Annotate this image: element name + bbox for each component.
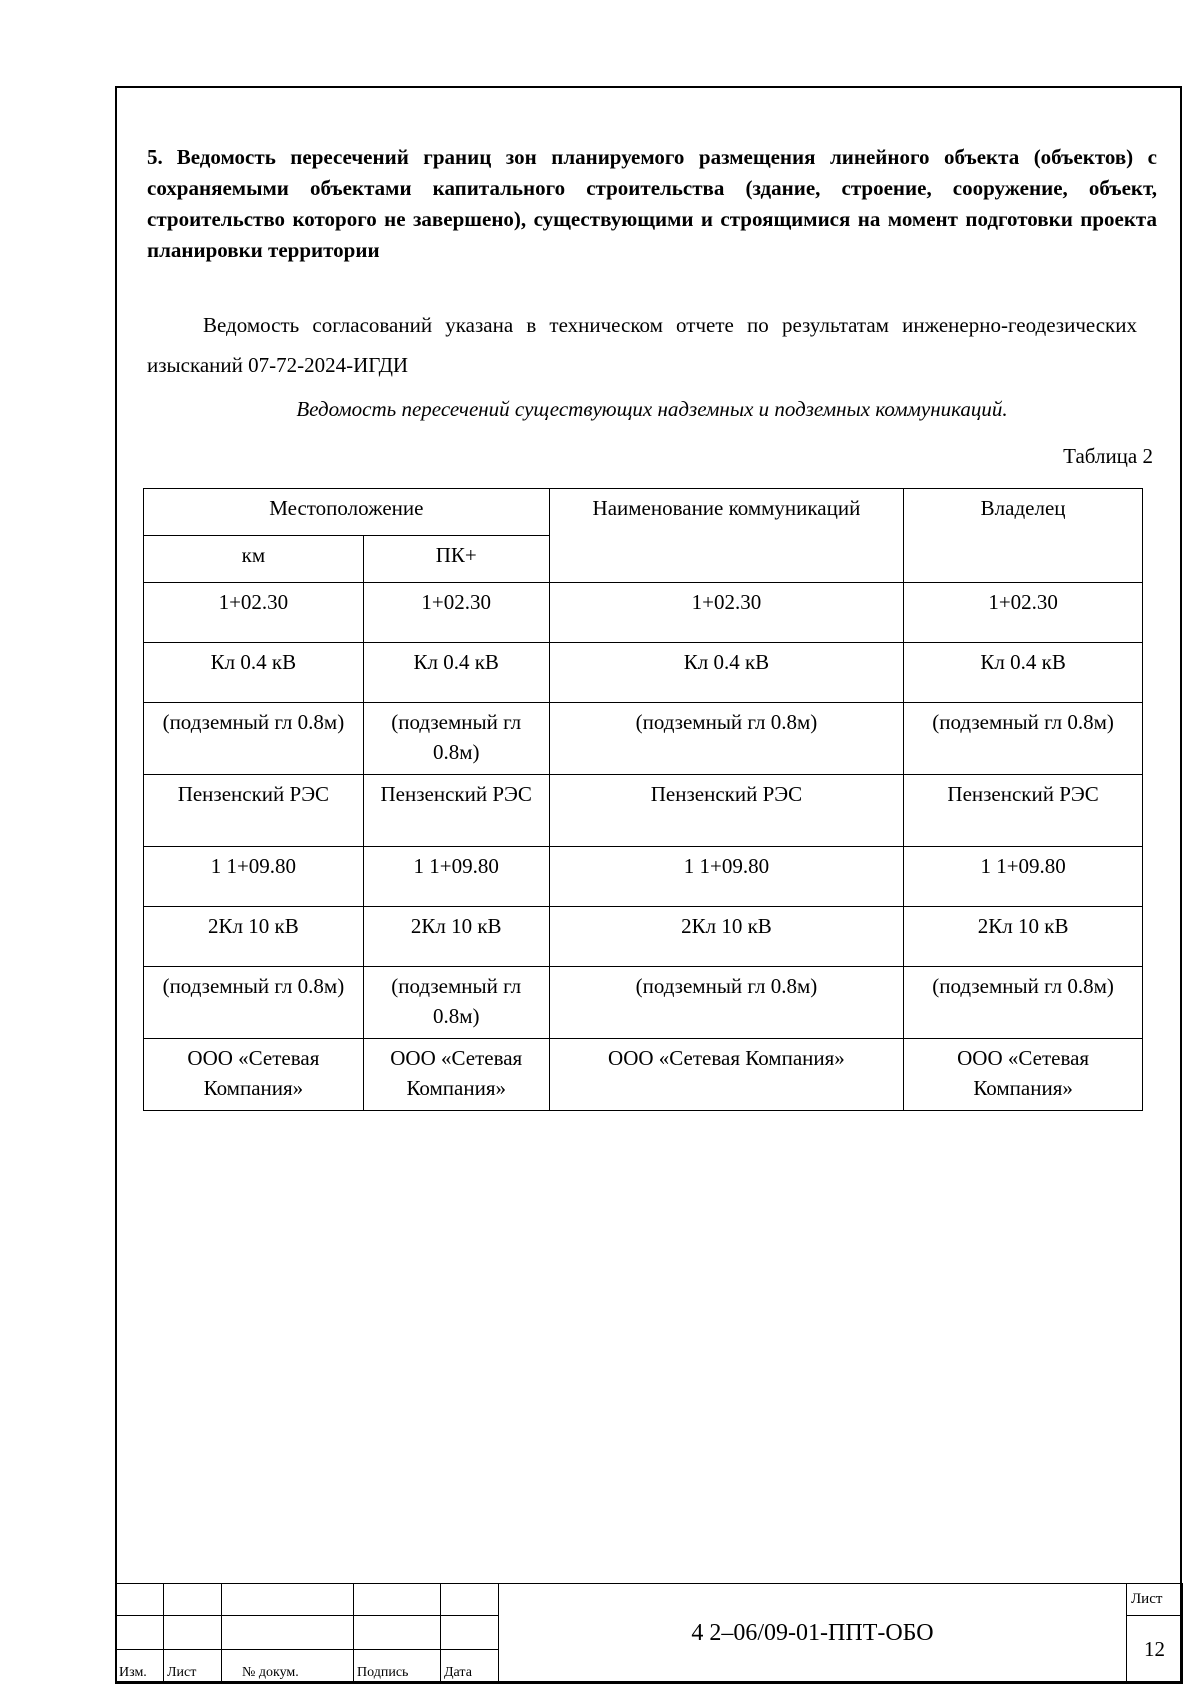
header-pk: ПК+ xyxy=(363,536,549,583)
table-cell: (подземный гл 0.8м) xyxy=(144,703,364,775)
table-cell: ООО «Сетевая Компания» xyxy=(904,1039,1143,1111)
table-cell: 2Кл 10 кВ xyxy=(904,907,1143,967)
sheet-label: Лист xyxy=(1127,1584,1183,1616)
table-row xyxy=(144,907,1143,967)
section-heading xyxy=(147,142,1157,266)
table-cell: 2Кл 10 кВ xyxy=(549,907,904,967)
table-cell: Кл 0.4 кВ xyxy=(144,643,364,703)
section-number: 5. xyxy=(147,145,163,169)
stamp-cell xyxy=(116,1584,164,1616)
table-cell: 2Кл 10 кВ xyxy=(363,907,549,967)
table-cell: (подземный гл 0.8м) xyxy=(549,703,904,775)
stamp-label-signature: Подпись xyxy=(354,1650,441,1684)
paragraph-text: Ведомость согласований указана в техническом отчете по результатам инженерно-геодезических изысканий 07-72-2024-ИГДИ xyxy=(147,313,1137,377)
title-block xyxy=(115,1583,1183,1684)
table-row xyxy=(144,1039,1143,1111)
stamp-cell xyxy=(441,1616,499,1650)
stamp-cell xyxy=(222,1616,354,1650)
table-cell: 1 1+09.80 xyxy=(904,847,1143,907)
table-cell: 2Кл 10 кВ xyxy=(144,907,364,967)
body-paragraph xyxy=(147,305,1137,385)
table-cell: Кл 0.4 кВ xyxy=(904,643,1143,703)
stamp-label-sheet: Лист xyxy=(164,1650,222,1684)
table-cell: (подземный гл 0.8м) xyxy=(363,967,549,1039)
table-cell: (подземный гл 0.8м) xyxy=(144,967,364,1039)
table-cell: ООО «Сетевая Компания» xyxy=(144,1039,364,1111)
sheet-number: 12 xyxy=(1127,1616,1183,1684)
table-cell: Кл 0.4 кВ xyxy=(363,643,549,703)
header-location: Местоположение xyxy=(144,489,550,536)
table-cell: Пензенский РЭС xyxy=(549,775,904,847)
header-km: км xyxy=(144,536,364,583)
stamp-cell xyxy=(354,1584,441,1616)
table-cell: 1+02.30 xyxy=(144,583,364,643)
stamp-cell xyxy=(116,1616,164,1650)
table-cell: 1 1+09.80 xyxy=(549,847,904,907)
header-owner: Владелец xyxy=(904,489,1143,583)
table-header-row xyxy=(144,489,1143,536)
stamp-cell xyxy=(164,1616,222,1650)
stamp-cell xyxy=(164,1584,222,1616)
table-cell: Кл 0.4 кВ xyxy=(549,643,904,703)
stamp-label-doc-number: № докум. xyxy=(222,1650,354,1684)
table-cell: ООО «Сетевая Компания» xyxy=(363,1039,549,1111)
stamp-cell xyxy=(222,1584,354,1616)
table-row xyxy=(144,643,1143,703)
crossings-table xyxy=(143,488,1143,1111)
table-cell: 1+02.30 xyxy=(363,583,549,643)
table-cell: 1 1+09.80 xyxy=(363,847,549,907)
stamp-label-change: Изм. xyxy=(116,1650,164,1684)
section-title: Ведомость пересечений границ зон планируемого размещения линейного объекта (объектов) с сохраняемыми объектами капитального строительства (здание, строение, сооружение, объект, строительство которого не завершено), существующими и строящимися на момент подготовки проекта планировки территории xyxy=(147,145,1157,262)
header-name: Наименование коммуникаций xyxy=(549,489,904,583)
table-row xyxy=(144,703,1143,775)
table-caption: Ведомость пересечений существующих надземных и подземных коммуникаций. xyxy=(296,397,1008,421)
table-cell: (подземный гл 0.8м) xyxy=(549,967,904,1039)
stamp-cell xyxy=(441,1584,499,1616)
table-row xyxy=(144,775,1143,847)
document-code: 4 2–06/09-01-ППТ-ОБО xyxy=(499,1584,1127,1684)
table-row xyxy=(144,847,1143,907)
table-cell: Пензенский РЭС xyxy=(904,775,1143,847)
stamp-cell xyxy=(354,1616,441,1650)
table-row xyxy=(144,583,1143,643)
table-cell: Пензенский РЭС xyxy=(144,775,364,847)
table-cell: 1+02.30 xyxy=(904,583,1143,643)
stamp-label-date: Дата xyxy=(441,1650,499,1684)
table-cell: (подземный гл 0.8м) xyxy=(904,967,1143,1039)
table-cell: (подземный гл 0.8м) xyxy=(904,703,1143,775)
table-cell: Пензенский РЭС xyxy=(363,775,549,847)
table-cell: (подземный гл 0.8м) xyxy=(363,703,549,775)
table-cell: 1+02.30 xyxy=(549,583,904,643)
table-cell: ООО «Сетевая Компания» xyxy=(549,1039,904,1111)
table-row xyxy=(144,967,1143,1039)
table-number-label: Таблица 2 xyxy=(1063,444,1153,468)
table-cell: 1 1+09.80 xyxy=(144,847,364,907)
